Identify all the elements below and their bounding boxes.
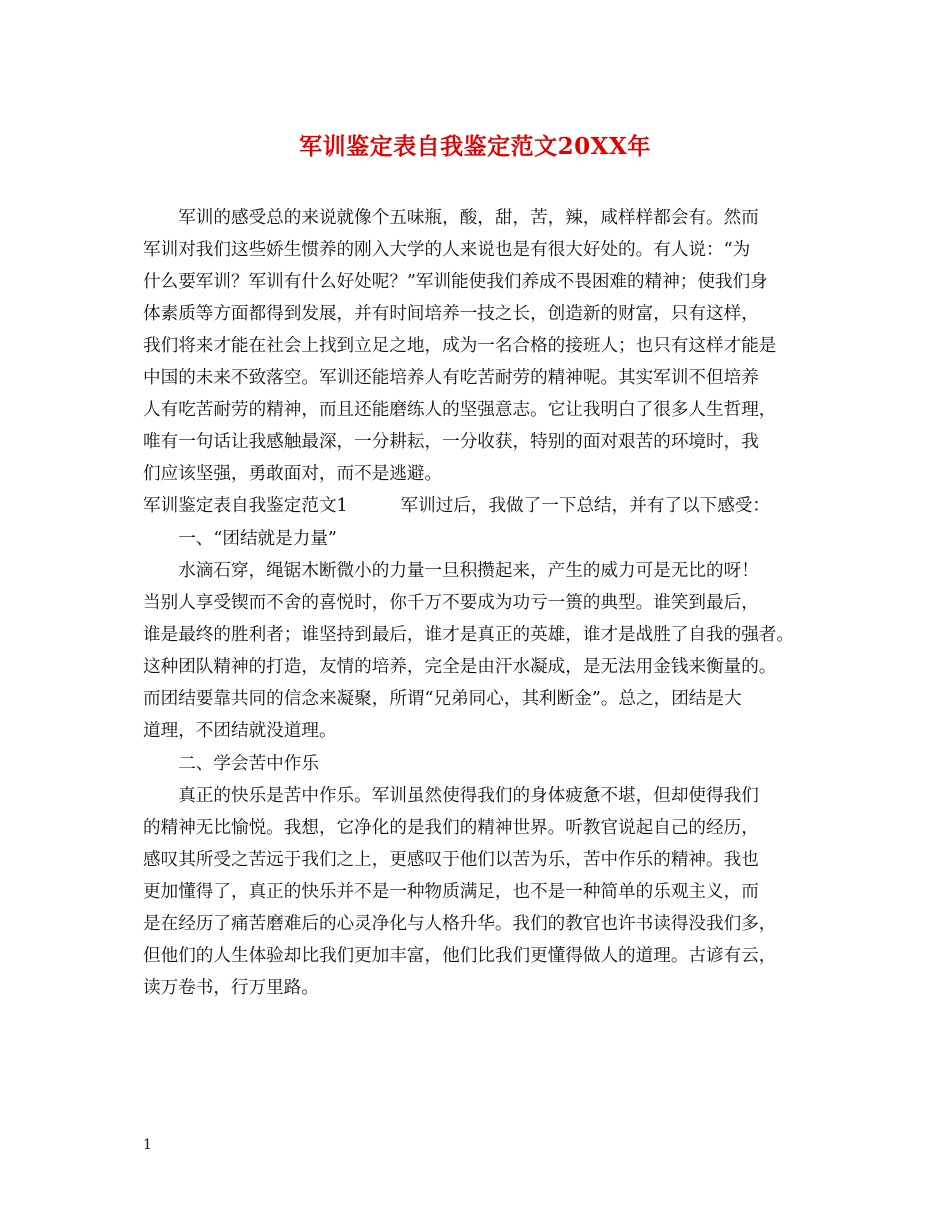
body-line: 这种团队精神的打造，友情的培养，完全是由汗水凝成，是无法用金钱来衡量的。: [143, 657, 777, 677]
body-line: 军训对我们这些娇生惯养的刚入大学的人来说也是有很大好处的。有人说：“为: [143, 240, 751, 260]
body-line: 什么要军训？军训有什么好处呢？”军训能使我们养成不畏困难的精神；使我们身: [143, 272, 768, 292]
body-line: 体素质等方面都得到发展，并有时间培养一技之长，创造新的财富，只有这样，: [143, 304, 759, 324]
body-line: 唯有一句话让我感触最深，一分耕耘，一分收获，特别的面对艰苦的环境时，我: [143, 432, 759, 452]
body-line: 而团结要靠共同的信念来凝聚，所谓“兄弟同心，其利断金”。总之，团结是大: [143, 689, 742, 709]
document-title: 军训鉴定表自我鉴定范文20XX年: [299, 133, 651, 160]
body-line: 是在经历了痛苦磨难后的心灵净化与人格升华。我们的教官也许书读得没我们多，: [143, 914, 777, 934]
body-line: 读万卷书，行万里路。: [143, 978, 319, 998]
body-line: 真正的快乐是苦中作乐。军训虽然使得我们的身体疲惫不堪，但却使得我们: [143, 786, 759, 806]
body-line: 人有吃苦耐劳的精神，而且还能磨练人的坚强意志。它让我明白了很多人生哲理，: [143, 400, 777, 420]
body-line: 我们将来才能在社会上找到立足之地，成为一名合格的接班人；也只有这样才能是: [143, 336, 777, 356]
body-line: 更加懂得了，真正的快乐并不是一种物质满足，也不是一种简单的乐观主义，而: [143, 882, 759, 902]
body-line: 但他们的人生体验却比我们更加丰富，他们比我们更懂得做人的道理。古谚有云，: [143, 946, 777, 966]
body-line: 道理，不团结就没道理。: [143, 721, 337, 741]
body-line: 谁是最终的胜利者；谁坚持到最后，谁才是真正的英雄，谁才是战胜了自我的强者。: [143, 625, 794, 645]
subheading: 一、“团结就是力量”: [143, 529, 337, 549]
body-line: 军训的感受总的来说就像个五味瓶，酸，甜，苦，辣，咸样样都会有。然而: [143, 208, 759, 228]
body-line: 的精神无比愉悦。我想，它净化的是我们的精神世界。听教官说起自己的经历，: [143, 818, 759, 838]
subheading: 二、学会苦中作乐: [143, 754, 319, 774]
section-heading-line: 军训鉴定表自我鉴定范文1 军训过后，我做了一下总结，并有了以下感受：: [143, 496, 770, 516]
body-line: 感叹其所受之苦远于我们之上，更感叹于他们以苦为乐，苦中作乐的精神。我也: [143, 850, 759, 870]
body-line: 们应该坚强，勇敢面对，而不是逃避。: [143, 464, 443, 484]
body-line: 水滴石穿，绳锯木断微小的力量一旦积攒起来，产生的威力可是无比的呀！: [143, 561, 759, 581]
page-number: 1: [143, 1137, 152, 1153]
body-line: 中国的未来不致落空。军训还能培养人有吃苦耐劳的精神呢。其实军训不但培养: [143, 368, 759, 388]
body-line: 当别人享受锲而不舍的喜悦时，你千万不要成为功亏一篑的典型。谁笑到最后，: [143, 593, 759, 613]
